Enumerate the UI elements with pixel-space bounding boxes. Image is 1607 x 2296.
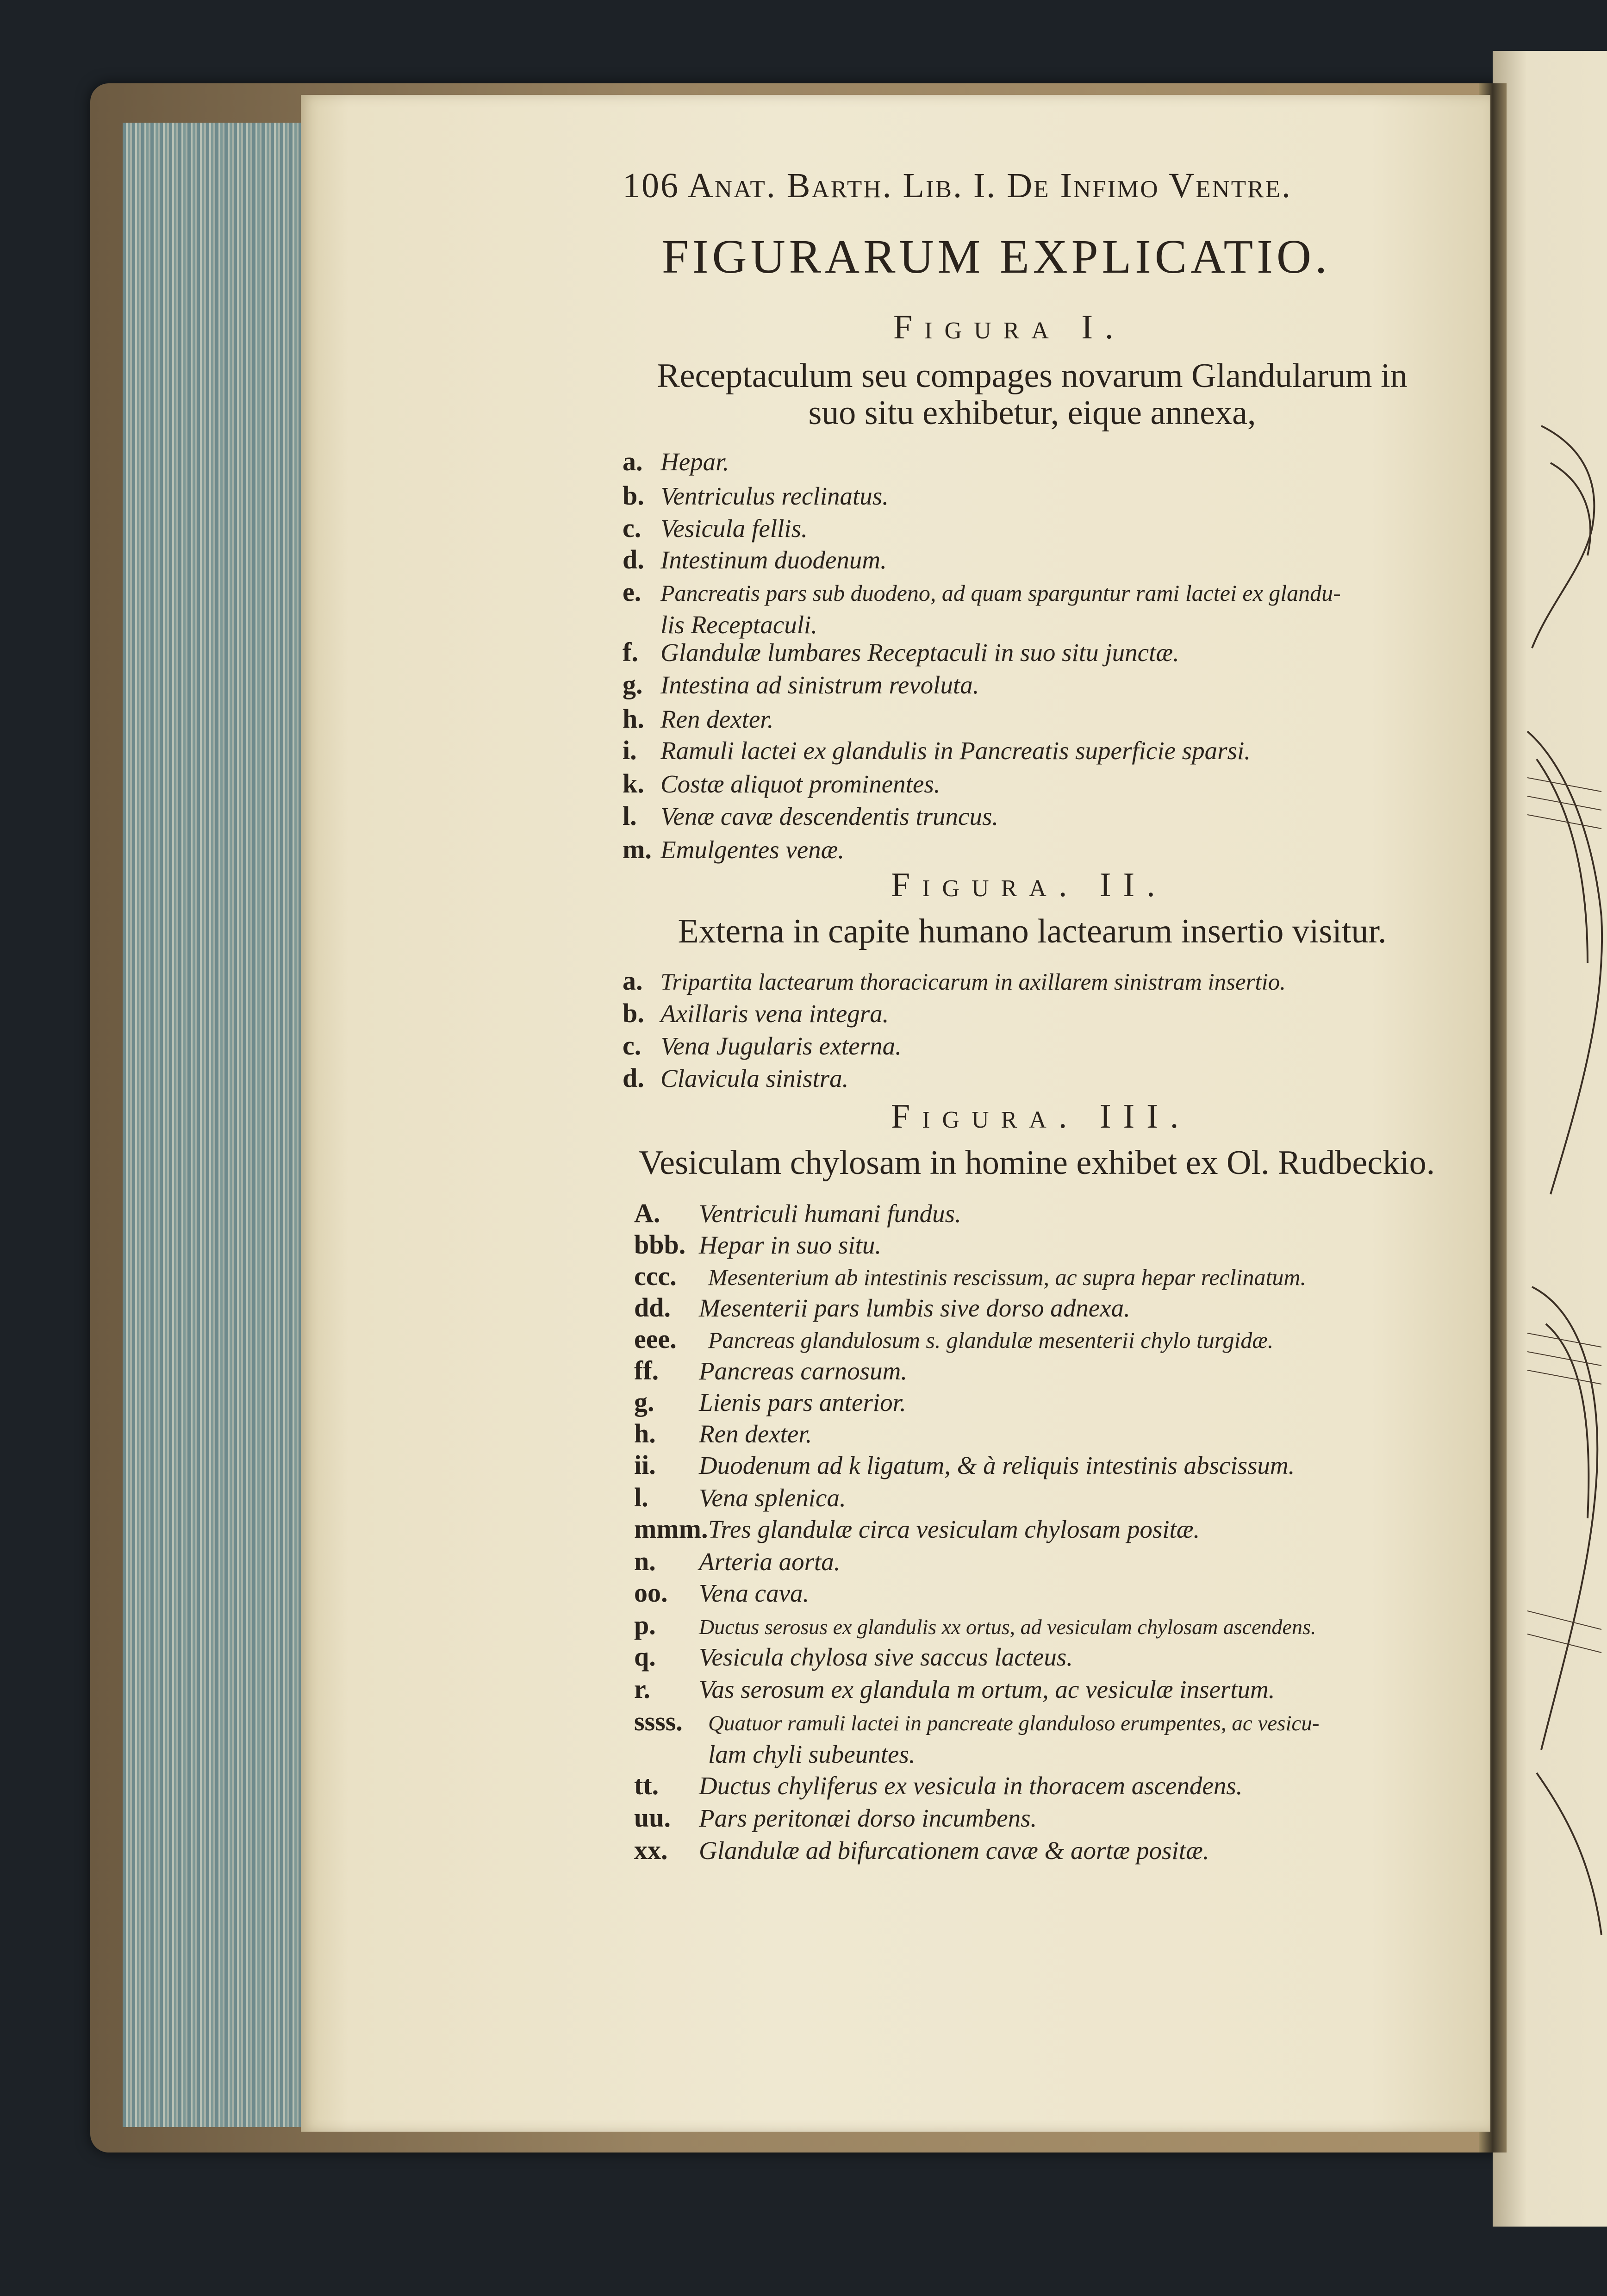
list-item <box>623 1032 902 1059</box>
item-label: xx. <box>634 1835 668 1865</box>
item-label: ff. <box>634 1355 659 1385</box>
figure-1-heading: Figura I. <box>893 308 1126 346</box>
item-label: l. <box>623 801 637 831</box>
item-text: Axillaris vena integra. <box>660 999 889 1028</box>
item-text: Ramuli lactei ex glandulis in Pancreatis superficie sparsi. <box>660 736 1251 765</box>
list-item <box>634 1357 907 1384</box>
item-label: oo. <box>634 1578 668 1608</box>
item-text: Hepar. <box>660 448 729 476</box>
item-text: Mesenterii pars lumbis sive dorso adnexa. <box>699 1294 1130 1322</box>
list-item <box>634 1676 1275 1703</box>
item-text: Pancreas carnosum. <box>699 1357 908 1385</box>
item-label: a. <box>623 446 643 476</box>
figure-3-caption: Vesiculam chylosam in homine exhibet ex Ol. Rudbeckio. <box>639 1144 1435 1182</box>
item-label: b. <box>623 998 644 1028</box>
item-label: c. <box>623 1030 642 1061</box>
item-text: Ductus chyliferus ex vesicula in thoracem ascendens. <box>699 1772 1243 1800</box>
item-text: Intestinum duodenum. <box>660 546 887 574</box>
item-text: Mesenterium ab intestinis rescissum, ac supra hepar reclinatum. <box>708 1264 1306 1290</box>
list-item <box>634 1263 1306 1290</box>
list-item <box>634 1643 1073 1670</box>
list-item <box>634 1294 1130 1321</box>
item-label: a. <box>623 966 643 996</box>
item-label: m. <box>623 834 652 864</box>
list-item <box>634 1579 809 1606</box>
list-item <box>634 1326 1273 1353</box>
item-text: Ren dexter. <box>660 705 774 733</box>
item-label: g. <box>623 669 643 699</box>
item-label: k. <box>623 768 644 799</box>
item-label: i. <box>623 735 637 765</box>
figure-2-heading: Figura. II. <box>891 866 1167 904</box>
item-text: Quatuor ramuli lactei in pancreate glanduloso erumpentes, ac vesicu- <box>708 1711 1320 1735</box>
item-text: Vena Jugularis externa. <box>660 1032 902 1060</box>
anatomical-plate-engraving <box>1523 407 1607 1958</box>
list-item <box>634 1484 846 1511</box>
item-label: c. <box>623 513 642 543</box>
list-item <box>623 737 1251 764</box>
item-text: Ren dexter. <box>699 1420 812 1448</box>
item-label: q. <box>634 1641 656 1672</box>
list-item <box>623 579 1341 605</box>
list-item <box>623 671 979 698</box>
list-item <box>623 836 844 863</box>
item-text: Ventriculi humani fundus. <box>699 1199 961 1228</box>
item-label: h. <box>623 704 644 734</box>
item-text: Pars peritonæi dorso incumbens. <box>699 1804 1037 1832</box>
list-item <box>634 1420 812 1447</box>
item-text: Clavicula sinistra. <box>660 1064 849 1092</box>
list-item <box>623 482 889 509</box>
list-item <box>623 515 808 542</box>
item-text: Vas serosum ex glandula m ortum, ac vesiculæ insertum. <box>699 1675 1275 1703</box>
item-label: f. <box>623 637 638 667</box>
item-label: mmm. <box>634 1514 708 1544</box>
item-label: n. <box>634 1546 656 1576</box>
item-text: Emulgentes venæ. <box>660 836 845 864</box>
item-label: e. <box>623 577 642 607</box>
item-text: Venæ cavæ descendentis truncus. <box>660 802 999 830</box>
item-label: b. <box>623 480 644 511</box>
item-text: Hepar in suo situ. <box>699 1231 882 1259</box>
running-head: 106 Anat. Barth. Lib. I. De Infimo Ventre. <box>623 166 1292 205</box>
item-label: dd. <box>634 1292 671 1323</box>
item-text: Pancreas glandulosum s. glandulæ mesenterii chylo turgidæ. <box>708 1327 1274 1353</box>
item-label: A. <box>634 1198 660 1228</box>
item-text: Vesicula chylosa sive saccus lacteus. <box>699 1643 1073 1671</box>
figure-3-heading: Figura. III. <box>891 1098 1191 1136</box>
item-label: uu. <box>634 1803 671 1833</box>
item-text: Arteria aorta. <box>699 1547 841 1576</box>
figure-1-caption-line-1: Receptaculum seu compages novarum Glandularum in <box>657 357 1408 395</box>
item-text: Duodenum ad k ligatum, & à reliquis intestinis abscissum. <box>699 1451 1295 1479</box>
item-label: g. <box>634 1387 654 1417</box>
item-label: l. <box>634 1482 648 1512</box>
list-item <box>623 1065 848 1092</box>
item-text: Vena splenica. <box>699 1484 846 1512</box>
item-label: ssss. <box>634 1706 683 1736</box>
list-item <box>623 803 998 830</box>
item-text: Lienis pars anterior. <box>699 1388 906 1416</box>
item-continuation: lam chyli subeuntes. <box>708 1740 916 1768</box>
list-item <box>623 448 729 475</box>
list-item <box>634 1548 841 1575</box>
item-text: Ductus serosus ex glandulis xx ortus, ad vesiculam chylosam ascendens. <box>699 1615 1316 1639</box>
list-item <box>623 770 941 797</box>
list-item <box>634 1772 1243 1799</box>
list-item <box>634 1804 1037 1831</box>
list-item <box>634 1612 1316 1639</box>
item-label: bbb. <box>634 1229 686 1260</box>
item-label: p. <box>634 1610 656 1640</box>
item-text: Costæ aliquot prominentes. <box>660 770 941 798</box>
item-label: ccc. <box>634 1261 677 1291</box>
item-text: Tripartita lactearum thoracicarum in axillarem sinistram insertio. <box>660 969 1286 995</box>
item-text: Glandulæ ad bifurcationem cavæ & aortæ positæ. <box>699 1836 1209 1865</box>
figure-2-caption: Externa in capite humano lactearum insertio visitur. <box>678 912 1387 950</box>
list-item <box>634 1516 1200 1542</box>
list-item <box>634 1231 881 1258</box>
list-item <box>623 705 773 732</box>
list-item <box>634 1708 1320 1735</box>
item-text: Intestina ad sinistrum revoluta. <box>660 671 979 699</box>
item-label: eee. <box>634 1324 677 1354</box>
item-label: r. <box>634 1674 650 1704</box>
list-item <box>623 1000 889 1027</box>
list-item <box>634 1200 961 1227</box>
item-text: Pancreatis pars sub duodeno, ad quam sparguntur rami lactei ex glandu- <box>660 580 1341 606</box>
item-continuation: lis Receptaculi. <box>660 611 818 639</box>
item-label: ii. <box>634 1450 656 1480</box>
page-edges <box>123 123 315 2127</box>
item-label: tt. <box>634 1770 659 1800</box>
page-title: FIGURARUM EXPLICATIO. <box>662 230 1331 283</box>
list-item <box>623 546 887 573</box>
item-text: Vena cava. <box>699 1579 810 1607</box>
item-text: Ventriculus reclinatus. <box>660 482 889 510</box>
item-text: Vesicula fellis. <box>660 514 808 543</box>
figure-1-caption-line-2: suo situ exhibetur, eique annexa, <box>808 394 1256 432</box>
item-text: Glandulæ lumbares Receptaculi in suo situ junctæ. <box>660 638 1179 667</box>
list-item <box>634 1452 1295 1479</box>
item-label: d. <box>623 1063 644 1093</box>
item-label: d. <box>623 544 644 574</box>
list-item <box>623 639 1179 666</box>
list-item <box>623 967 1286 994</box>
item-text: Tres glandulæ circa vesiculam chylosam positæ. <box>708 1515 1200 1543</box>
item-label: h. <box>634 1418 656 1448</box>
list-item <box>634 1389 906 1416</box>
list-item <box>634 1837 1209 1864</box>
